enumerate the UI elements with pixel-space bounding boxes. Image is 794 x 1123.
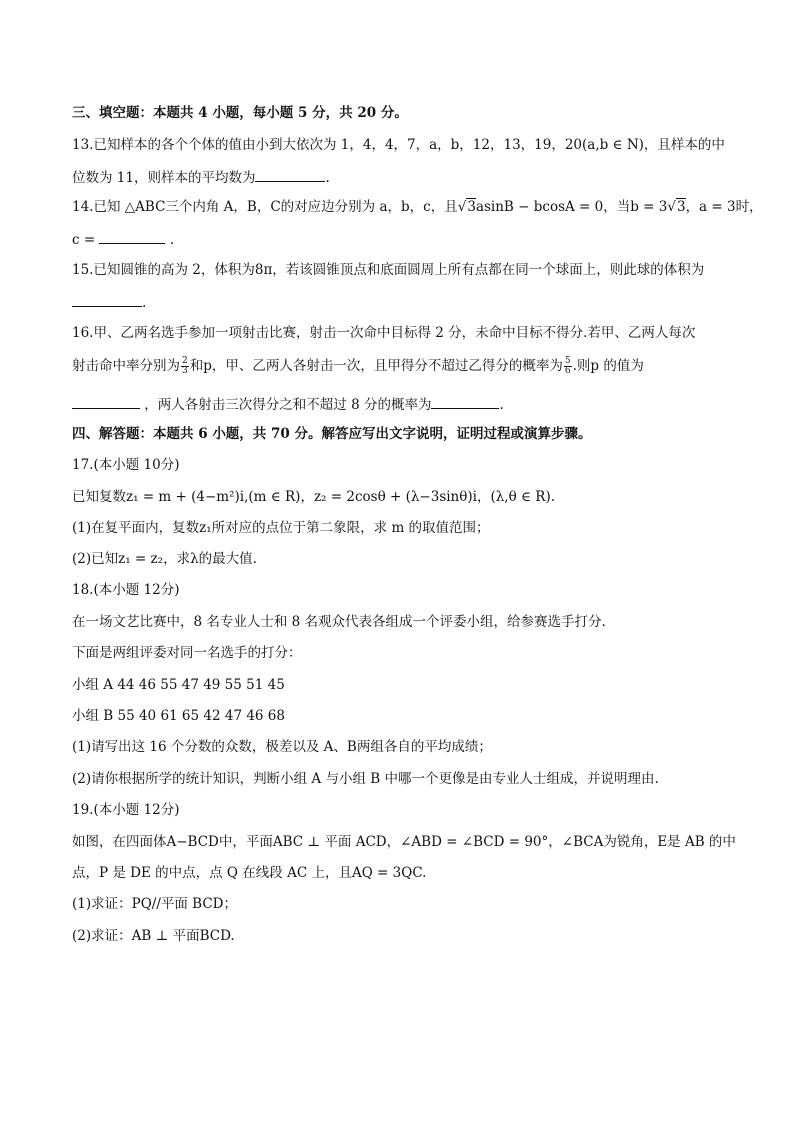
heading-text: 5 — [298, 105, 308, 121]
q18-stem2: 下面是两组评委对同一名选手的打分： — [72, 645, 302, 661]
sqrt-symbol: √3 — [457, 199, 476, 215]
answer-blank — [431, 394, 499, 409]
answer-blank — [72, 394, 140, 409]
sqrt-radicand: 3 — [467, 199, 476, 215]
q13-text: 位数为 11，则样本的平均数为 — [72, 170, 256, 186]
q17-stem: 已知复数z₁ = m + (4−m²)i,(m ∈ R)，z₂ = 2cosθ + (λ−3sinθ)i，(λ,θ ∈ R). — [72, 489, 556, 505]
sqrt-radicand: 3 — [676, 199, 686, 215]
fraction-denominator: 6 — [564, 366, 571, 376]
q17-part2: (2)已知z₁ = z₂，求λ的最大值. — [72, 551, 257, 567]
heading-text: 4 — [198, 105, 208, 121]
heading-text: 分，共 — [312, 105, 353, 121]
q14-text: c = — [72, 232, 96, 248]
q16-text: ，两人各射击三次得分之和不超过 8 分的概率为 — [144, 397, 432, 413]
q18-stem1: 在一场文艺比赛中，8 名专业人士和 8 名观众代表各组成一个评委小组，给参赛选手打分. — [72, 614, 606, 630]
heading-text: 6 — [198, 426, 208, 442]
q17-part1: (1)在复平面内，复数z₁所对应的点位于第二象限，求 m 的取值范围； — [72, 520, 490, 536]
q14-text: ，a = 3时， — [685, 199, 763, 215]
fraction-denominator: 3 — [182, 366, 188, 376]
q19-part1: (1)求证：PQ//平面 BCD； — [72, 896, 237, 912]
heading-text: 四、解答题：本题共 — [72, 426, 194, 442]
q13-line1: 13.已知样本的各个个体的值由小到大依次为 1，4，4，7，a，b，12，13，19，20(a,b ∈ N)，且样本的中 — [72, 137, 725, 153]
fraction-five-sixths — [564, 357, 572, 376]
heading-text: 小题，共 — [212, 426, 267, 442]
q14-end: . — [169, 232, 175, 248]
q13-end: . — [325, 170, 330, 186]
heading-text: 20 — [357, 105, 377, 121]
answer-blank — [72, 292, 142, 307]
section-3-heading — [72, 104, 408, 122]
q16-end: . — [499, 397, 504, 413]
q16-text: 和p，甲、乙两人各射击一次，且甲得分不超过乙得分的概率为 — [189, 358, 563, 374]
heading-text: 分。 — [380, 105, 408, 121]
q18-part1: (1)请写出这 16 个分数的众数，极差以及 A、B两组各自的平均成绩； — [72, 739, 492, 755]
heading-text: 三、填空题：本题共 — [72, 105, 194, 121]
q15-end: . — [142, 295, 147, 311]
q14-line2 — [72, 229, 174, 249]
q19-title: 19.(本小题 12分) — [72, 802, 180, 818]
q16-text: .则p 的值为 — [572, 358, 644, 374]
q18-group-b: 小组 B 55 40 61 65 42 47 46 68 — [72, 708, 285, 724]
q16-line2 — [72, 357, 644, 376]
q19-stem1: 如图，在四面体A−BCD中，平面ABC ⊥ 平面 ACD，∠ABD = ∠BCD = 90°，∠BCA为锐角，E是 AB 的中 — [72, 834, 736, 850]
heading-text: 小题，每小题 — [212, 105, 294, 121]
section-4-heading — [72, 425, 592, 443]
heading-text: 分。解答应写出文字说明，证明过程或演算步骤。 — [294, 426, 592, 442]
q13-line2 — [72, 167, 330, 187]
answer-blank — [255, 167, 325, 182]
q18-group-a: 小组 A 44 46 55 47 49 55 51 45 — [72, 677, 285, 693]
q16-text: 射击命中率分别为 — [72, 358, 180, 374]
q19-stem2: 点，P 是 DE 的中点，点 Q 在线段 AC 上，且AQ = 3QC. — [72, 865, 427, 881]
q18-part2: (2)请你根据所学的统计知识，判断小组 A 与小组 B 中哪一个更像是由专业人士组成，并说明理由. — [72, 771, 659, 787]
q14-line1 — [72, 198, 763, 216]
answer-blank — [99, 229, 165, 244]
q19-part2: (2)求证：AB ⊥ 平面BCD. — [72, 928, 235, 944]
q15-line2 — [72, 292, 146, 312]
heading-text: 70 — [271, 426, 290, 442]
fraction-two-thirds — [181, 357, 189, 376]
fraction-numerator: 5 — [564, 356, 571, 366]
q16-line3 — [72, 394, 504, 414]
sqrt-symbol: √3 — [667, 199, 686, 215]
q14-text: asinB − bcosA = 0，当b = 3 — [475, 199, 668, 215]
fraction-numerator: 2 — [182, 356, 188, 366]
q17-title: 17.(本小题 10分) — [72, 457, 180, 473]
q14-text: 14.已知 △ABC三个内角 A，B，C的对应边分别为 a，b，c，且 — [72, 199, 458, 215]
q15-line1: 15.已知圆锥的高为 2，体积为8π，若该圆锥顶点和底面圆周上所有点都在同一个球面上，则此球的体积为 — [72, 262, 705, 278]
q18-title: 18.(本小题 12分) — [72, 582, 180, 598]
q16-line1: 16.甲、乙两名选手参加一项射击比赛，射击一次命中目标得 2 分，未命中目标不得分.若甲、乙两人每次 — [72, 325, 696, 341]
